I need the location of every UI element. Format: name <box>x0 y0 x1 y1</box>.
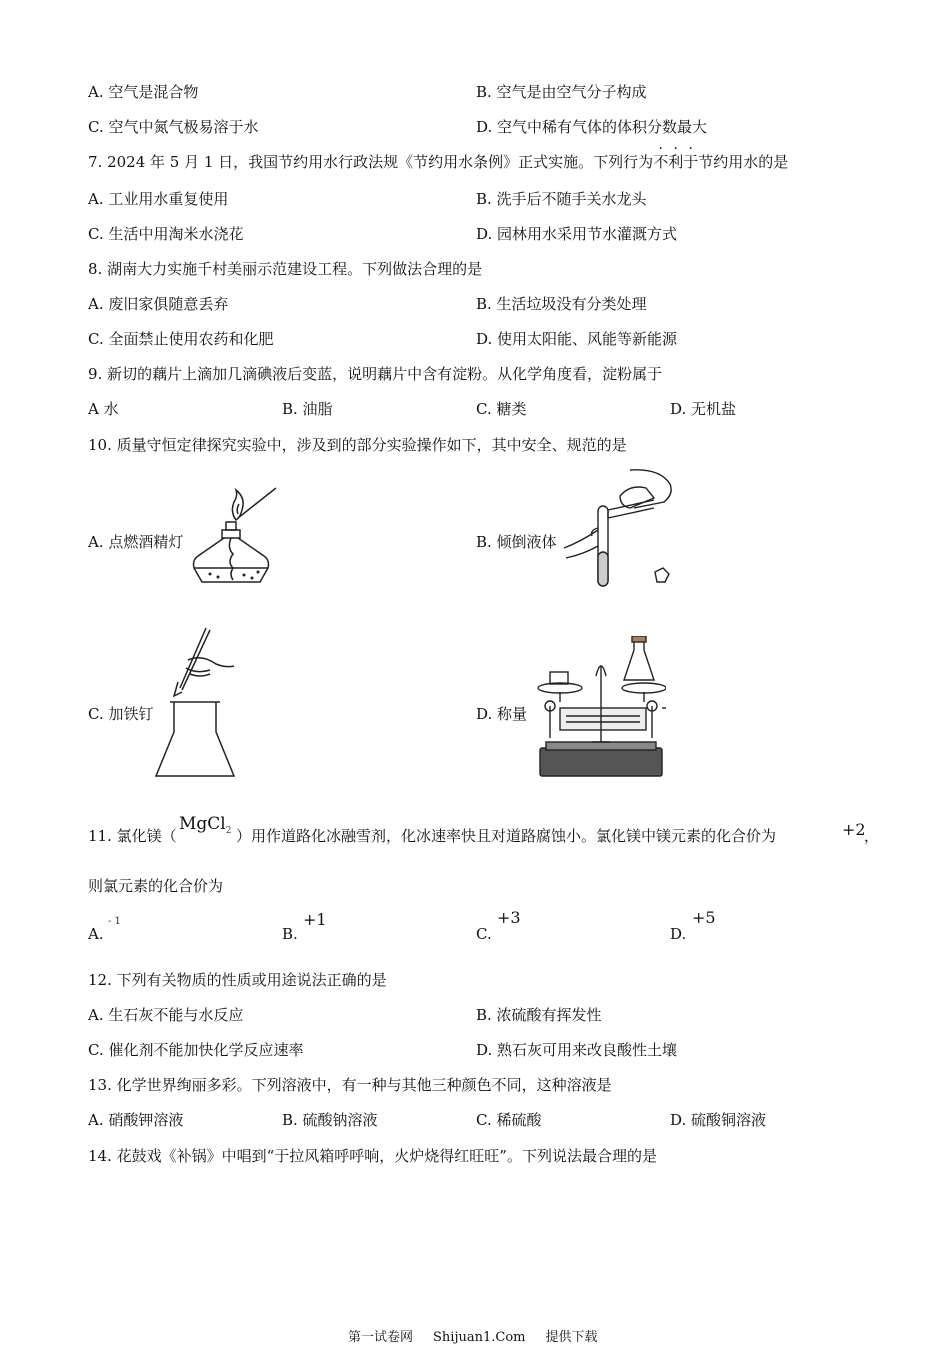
q10-option-a: A. 点燃酒精灯 <box>88 533 184 551</box>
q10-option-c: C. 加铁钉 <box>88 705 154 723</box>
q13-option-d: D. 硫酸铜溶液 <box>670 1111 767 1129</box>
q7-emphasis-char: 于 <box>683 153 699 171</box>
q10-option-b: B. 倾倒液体 <box>476 533 557 551</box>
q12-option-d: D. 熟石灰可用来改良酸性土壤 <box>476 1041 678 1059</box>
q7-stem <box>88 152 788 172</box>
q7-stem-text: 7. 2024 年 5 月 1 日，我国节约用水行政法规《节约用水条例》正式实施。下列行为 <box>88 153 654 171</box>
q12-option-c: C. 催化剂不能加快化学反应速率 <box>88 1041 304 1059</box>
q11-option-d-label: D. <box>670 925 687 943</box>
q9-option-a: A 水 <box>88 400 119 418</box>
footer-site-name: 第一试卷网 <box>348 1330 414 1345</box>
formula-subscript: 2 <box>225 826 232 836</box>
q11-option-c-label: C. <box>476 925 492 943</box>
q9-option-b: B. 油脂 <box>282 400 333 418</box>
adding-nail-figure <box>152 624 236 782</box>
q12-stem: 12. 下列有关物质的性质或用途说法正确的是 <box>88 971 387 989</box>
q7-emphasis-char: 不 <box>653 153 669 171</box>
q8-option-a: A. 废旧家俱随意丢弃 <box>88 295 229 313</box>
q11-valence: +2 <box>842 820 866 839</box>
q7-emphasis-char: 利 <box>668 153 684 171</box>
q11-option-b-value: +1 <box>303 910 327 929</box>
q7-option-a: A. 工业用水重复使用 <box>88 190 229 208</box>
q6-option-c: C. 空气中氮气极易溶于水 <box>88 118 259 136</box>
q8-option-b: B. 生活垃圾没有分类处理 <box>476 295 647 313</box>
formula-main: MgCl <box>179 814 226 834</box>
q14-stem: 14. 花鼓戏《补锅》中唱到“于拉风箱呼呼响，火炉烧得红旺旺”。下列说法最合理的是 <box>88 1147 657 1165</box>
q6-option-d: D. 空气中稀有气体的体积分数最大 <box>476 118 708 136</box>
q6-option-a: A. 空气是混合物 <box>88 83 199 101</box>
q11-stem-line2: 则氯元素的化合价为 <box>88 877 224 895</box>
q8-option-c: C. 全面禁止使用农药和化肥 <box>88 330 274 348</box>
q8-stem: 8. 湖南大力实施千村美丽示范建设工程。下列做法合理的是 <box>88 260 483 278</box>
q7-option-d: D. 园林用水采用节水灌溉方式 <box>476 225 678 243</box>
q11-stem-comma: ， <box>864 827 880 845</box>
alcohol-lamp-figure <box>188 486 280 590</box>
pouring-liquid-figure <box>560 466 676 590</box>
q7-stem-text-end: 节约用水的是 <box>698 153 789 171</box>
footer-action: 提供下载 <box>545 1330 598 1345</box>
q13-option-c: C. 稀硫酸 <box>476 1111 542 1129</box>
q11-option-a-value: - 1 <box>108 916 121 927</box>
q12-option-a: A. 生石灰不能与水反应 <box>88 1006 244 1024</box>
page-footer <box>348 1326 618 1345</box>
q13-option-a: A. 硝酸钾溶液 <box>88 1111 184 1129</box>
q11-option-c-value: +3 <box>497 908 521 927</box>
q11-stem-start: 11. 氯化镁（ <box>88 827 177 845</box>
q9-stem: 9. 新切的藕片上滴加几滴碘液后变蓝，说明藕片中含有淀粉。从化学角度看，淀粉属于 <box>88 365 663 383</box>
q11-option-b-label: B. <box>282 925 298 943</box>
q7-option-b: B. 洗手后不随手关水龙头 <box>476 190 647 208</box>
q13-option-b: B. 硫酸钠溶液 <box>282 1111 378 1129</box>
q11-option-d-value: +5 <box>692 908 716 927</box>
q8-option-d: D. 使用太阳能、风能等新能源 <box>476 330 678 348</box>
q7-option-c: C. 生活中用淘米水浇花 <box>88 225 244 243</box>
q9-option-c: C. 糖类 <box>476 400 527 418</box>
q9-option-d: D. 无机盐 <box>670 400 737 418</box>
q10-stem: 10. 质量守恒定律探究实验中，涉及到的部分实验操作如下，其中安全、规范的是 <box>88 436 627 454</box>
footer-domain: Shijuan1.Com <box>433 1330 526 1345</box>
mgcl2-formula <box>179 814 231 836</box>
q12-option-b: B. 浓硫酸有挥发性 <box>476 1006 602 1024</box>
balance-scale-figure <box>536 636 666 782</box>
q11-option-a-label: A. <box>88 925 104 943</box>
q10-option-d: D. 称量 <box>476 705 528 723</box>
q6-option-b: B. 空气是由空气分子构成 <box>476 83 647 101</box>
q11-stem-middle: ）用作道路化冰融雪剂，化冰速率快且对道路腐蚀小。氯化镁中镁元素的化合价为 <box>236 827 777 845</box>
q13-stem: 13. 化学世界绚丽多彩。下列溶液中，有一种与其他三种颜色不同，这种溶液是 <box>88 1076 612 1094</box>
